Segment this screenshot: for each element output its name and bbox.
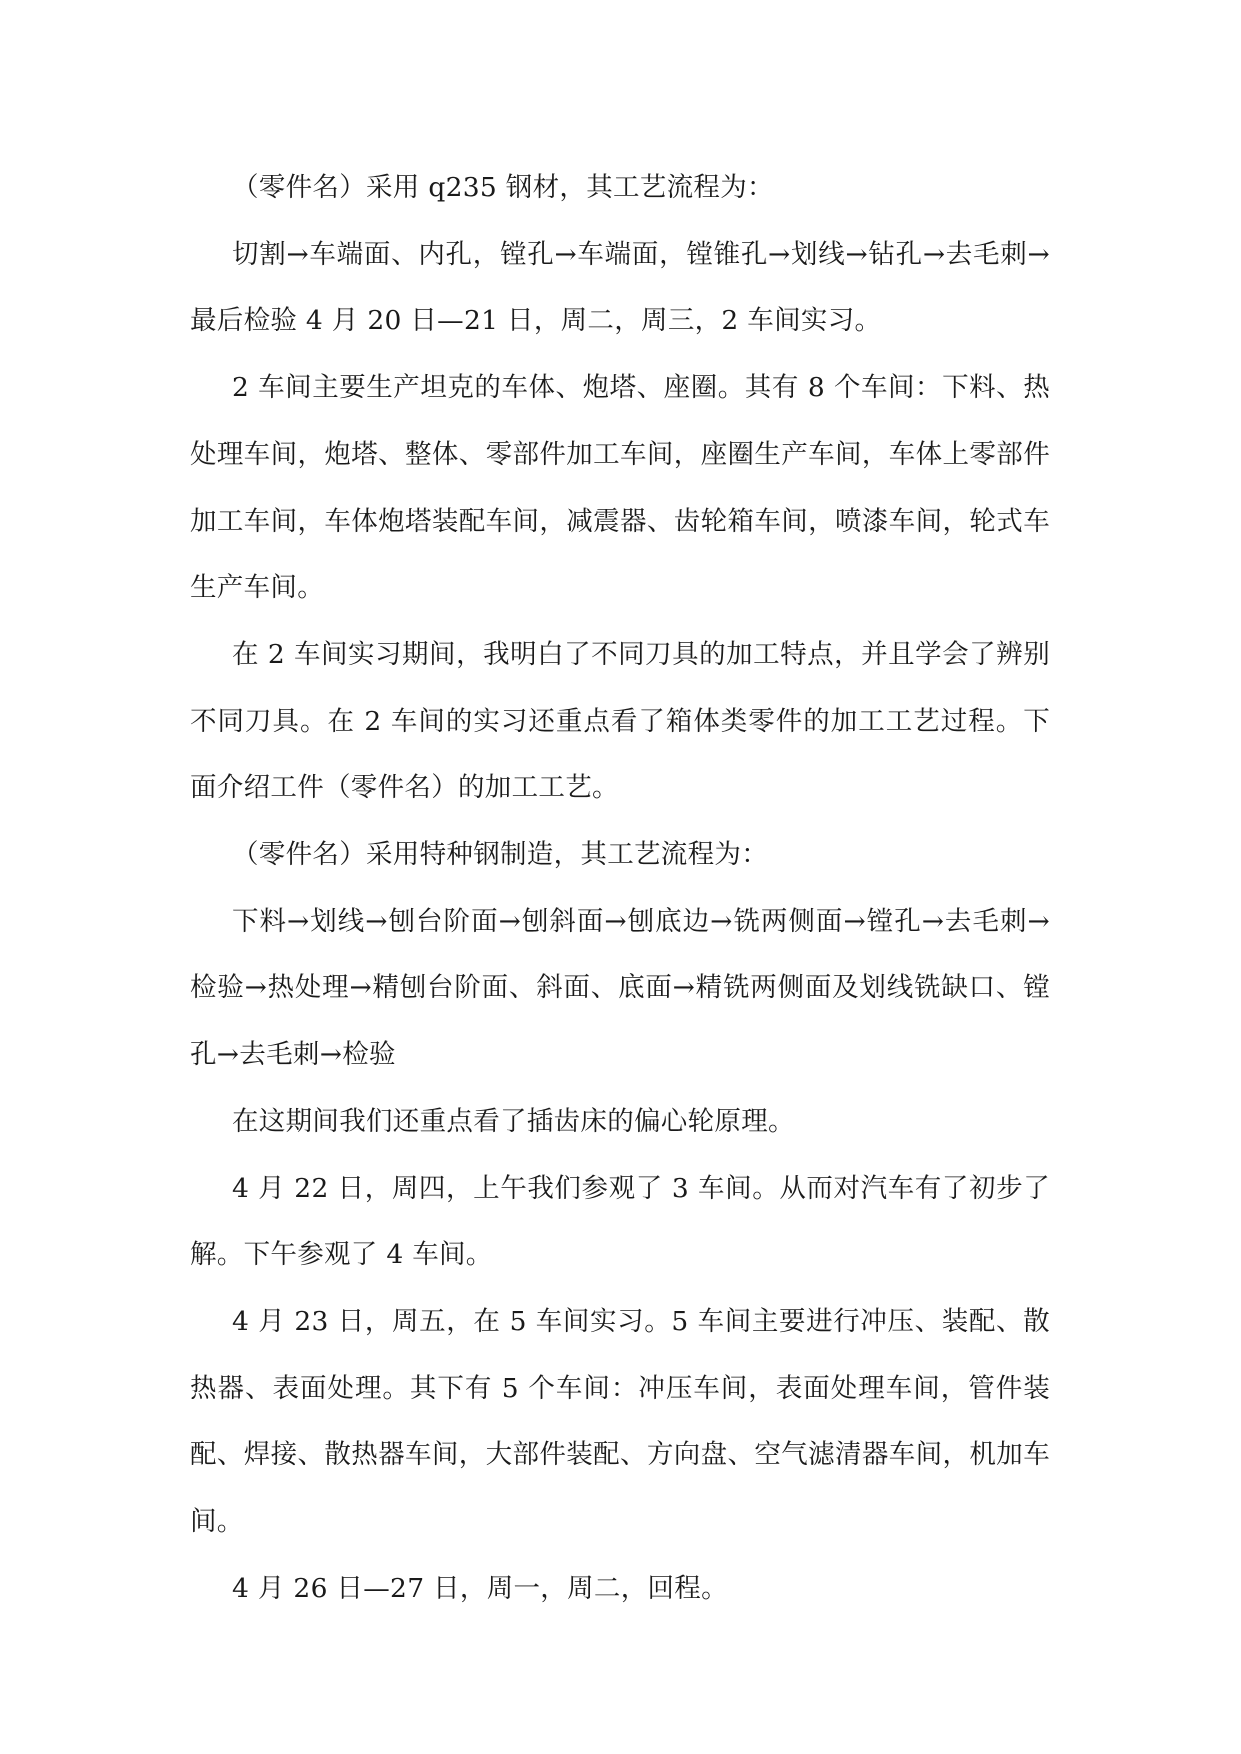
paragraph-workshop-2-overview: 2 车间主要生产坦克的车体、炮塔、座圈。其有 8 个车间：下料、热处理车间，炮塔、整体、零部件加工车间，座圈生产车间，车体上零部件加工车间，车体炮塔装配车间，减震器、齿轮箱车间，喷漆车间，轮式车生产车间。 [190, 372, 1050, 604]
paragraph-gear-shaper: 在这期间我们还重点看了插齿床的偏心轮原理。 [232, 1105, 795, 1137]
paragraph-april-26-27: 4 月 26 日—27 日，周一，周二，回程。 [232, 1572, 728, 1604]
document-body [190, 155, 1050, 1622]
paragraph-april-23: 4 月 23 日，周五，在 5 车间实习。5 车间主要进行冲压、装配、散热器、表面处理。其下有 5 个车间：冲压车间，表面处理车间，管件装配、焊接、散热器车间，大部件装配、方向盘、空气滤清器车间，机加车间。 [190, 1305, 1050, 1538]
paragraph-april-22: 4 月 22 日，周四，上午我们参观了 3 车间。从而对汽车有了初步了解。下午参观了 4 车间。 [190, 1172, 1050, 1271]
paragraph-process-flow-1: 切割→车端面、内孔，镗孔→车端面，镗锥孔→划线→钻孔→去毛刺→最后检验 4 月 20 日—21 日，周二，周三，2 车间实习。 [190, 238, 1050, 337]
paragraph-part-process-special-steel: （零件名）采用特种钢制造，其工艺流程为： [232, 839, 768, 871]
paragraph-workshop-2-learning: 在 2 车间实习期间，我明白了不同刀具的加工特点，并且学会了辨别不同刀具。在 2 车间的实习还重点看了箱体类零件的加工工艺过程。下面介绍工件（零件名）的加工工艺。 [190, 638, 1050, 804]
paragraph-part-process-q235: （零件名）采用 q235 钢材，其工艺流程为： [232, 172, 774, 203]
paragraph-process-flow-2: 下料→划线→刨台阶面→刨斜面→刨底边→铣两侧面→镗孔→去毛刺→检验→热处理→精刨台阶面、斜面、底面→精铣两侧面及划线铣缺口、镗孔→去毛刺→检验 [190, 905, 1050, 1071]
